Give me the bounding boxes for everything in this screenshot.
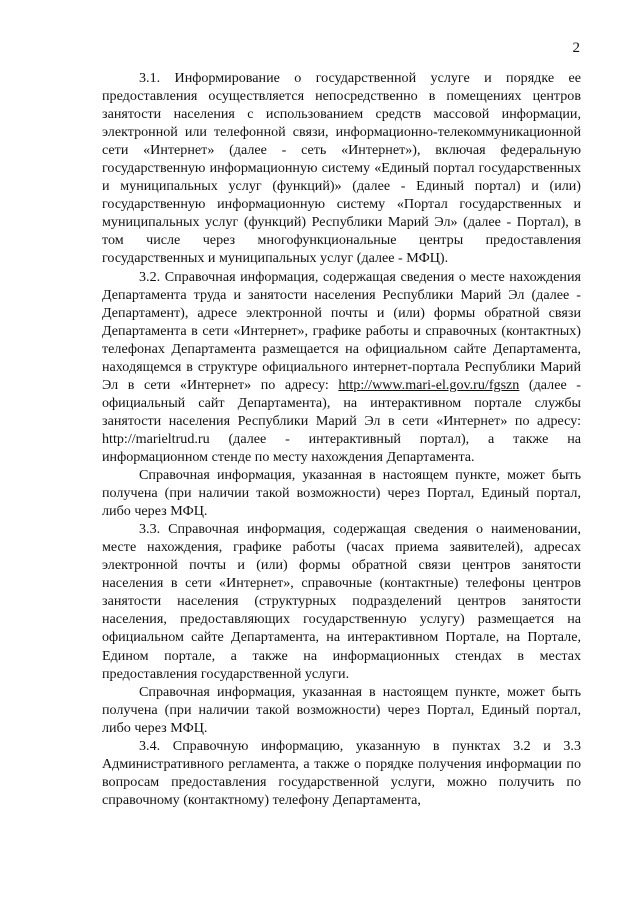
document-body — [102, 69, 581, 809]
paragraph-text: 3.1. Информирование о государственной услуге и порядке ее предоставления осуществляется непосредственно в помещениях центров занятости населения с использованием средств массовой информации, электронной или телефонной связи, информационно-телекоммуникационной сети «Интернет» (далее - сеть «Интернет»), включая федеральную государственную информационную систему «Единый портал государственных и муниципальных услуг (функций)» (далее - Единый портал) и (или) государственную информационную систему «Портал государственных и муниципальных услуг (функций) Республики Марий Эл» (далее - Портал), в том числе через многофункциональные центры предоставления государственных и муниципальных услуг (далее - МФЦ). — [102, 70, 581, 267]
paragraph-text: (далее - официальный сайт Департамента), на интерактивном портале службы занятости населения Республики Марий Эл в сети «Интернет» по адресу: http://marieltrud.ru (далее - интерактивный портал), а также на информационном стенде по месту нахождения Департамента. — [102, 376, 581, 465]
paragraph-text: Справочная информация, указанная в настоящем пункте, может быть получена (при наличии такой возможности) через Портал, Единый портал, либо через МФЦ. — [102, 467, 581, 520]
paragraph-3-3 — [102, 520, 581, 682]
paragraph-text: Справочная информация, указанная в настоящем пункте, может быть получена (при наличии такой возможности) через Портал, Единый портал, либо через МФЦ. — [102, 683, 581, 736]
paragraph-text: 3.2. Справочная информация, содержащая сведения о месте нахождения Департамента труда и занятости населения Республики Марий Эл (далее - Департамент), адресе электронной почты и (или) формы обратной связи Департамента в сети «Интернет», графике работы и справочных (контактных) телефонах Департамента размещается на официальном сайте Департамента, находящемся в структуре официального интернет-портала Республики Марий Эл в сети «Интернет» по адресу: — [102, 268, 581, 393]
paragraph-3-3-reference — [102, 683, 581, 737]
paragraph-text: 3.4. Справочную информацию, указанную в пунктах 3.2 и 3.3 Административного регламента, а также о порядке получения информации по вопросам предоставления государственной услуги, можно получить по справочному (контактному) телефону Департамента, — [102, 737, 581, 808]
paragraph-text: 3.3. Справочная информация, содержащая сведения о наименовании, месте нахождения, графике работы (часах приема заявителей), адресах электронной почты и (или) формы обратной связи центров занятости населения в сети «Интернет», справочные (контактные) телефоны центров занятости населения (структурных подразделений центров занятости населения, предоставляющих государственную услугу) размещается на официальном сайте Департамента, на интерактивном Портале, на Портале, Едином портале, а также на информационных стендах в местах предоставления государственной услуги. — [102, 521, 581, 682]
paragraph-3-2-reference — [102, 466, 581, 520]
paragraph-3-2 — [102, 268, 581, 467]
page-number: 2 — [572, 40, 580, 56]
mari-el-fgszn-link[interactable]: http://www.mari-el.gov.ru/fgszn — [338, 376, 520, 393]
paragraph-3-4 — [102, 737, 581, 809]
paragraph-3-1 — [102, 69, 581, 268]
